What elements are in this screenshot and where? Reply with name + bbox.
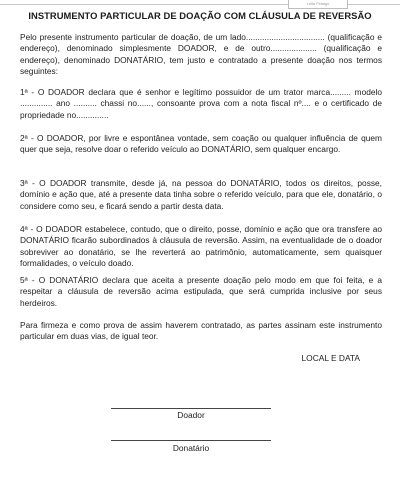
paragraph-text: 5ª - O DONATÁRIO declara que aceita a presente doação pelo modo em que foi feita, e a respeitar a cláusula de reversão acima estipulada, que será cumprida inclusive por seus herdeiros.: [20, 275, 382, 308]
paragraph-text: Pelo presente instrumento particular de doação, de um lado.................................. (qualificação e endereço), denominado simplesmente DOADOR, e de outro.................... (qualificação e endereço), denominado DONATÁRIO, tem justo e contratado a presente doação nos termos seguintes:: [20, 32, 382, 77]
paragraph-text: Para firmeza e como prova de assim haverem contratado, as partes assinam este instrumento particular em duas vias, de igual teor.: [20, 320, 382, 342]
paragraph-text: 3ª - O DOADOR transmite, desde já, na pessoa do DONATÁRIO, todos os direitos, posse, domínio e ação que, até a presente data tinha sobre o referido veículo, para que ele, donatário, o considere como seu, e ficará sendo a partir desta data.: [20, 178, 382, 211]
intro-paragraph: [20, 32, 382, 78]
closing-paragraph: [20, 320, 382, 343]
paragraph-text: 4ª - O DOADOR estabelece, contudo, que o direito, posse, domínio e ação que ora transfere ao DONATÁRIO ficarão subordinados à cláusula de reversão. Assim, na eventualidade de o doador sobreviver ao donatário, se lhe reverterá ao patrimônio, automaticamente, sem quaisquer formalidades, o veículo doado.: [20, 224, 382, 269]
clause-3-paragraph: [20, 178, 382, 212]
clause-1-paragraph: [20, 87, 382, 121]
donee-signature-line: [111, 440, 271, 441]
paragraph-text: 2ª - O DOADOR, por livre e espontânea vontade, sem coação ou qualquer influência de quem quer que seja, resolve doar o referido veículo ao DONATÁRIO, sem qualquer encargo.: [20, 133, 382, 155]
document-title: INSTRUMENTO PARTICULAR DE DOAÇÃO COM CLÁUSULA DE REVERSÃO: [28, 10, 372, 21]
clause-4-paragraph: [20, 224, 382, 270]
paragraph-text: 1ª - O DOADOR declara que é senhor e legítimo possuidor de um trator marca......... modelo .............. ano .......... chassi no......, consoante prova com a nota fiscal nº.... e o certificado de propriedade no..............: [20, 87, 382, 120]
donor-signature-label: Doador: [177, 410, 205, 420]
header-tab: Leila Fidalgo: [288, 0, 348, 9]
place-and-date: LOCAL E DATA: [301, 353, 360, 363]
donor-signature-line: [111, 408, 271, 409]
donee-signature-label: Donatário: [172, 443, 210, 453]
clause-2-paragraph: [20, 133, 382, 156]
clause-5-paragraph: [20, 275, 382, 309]
